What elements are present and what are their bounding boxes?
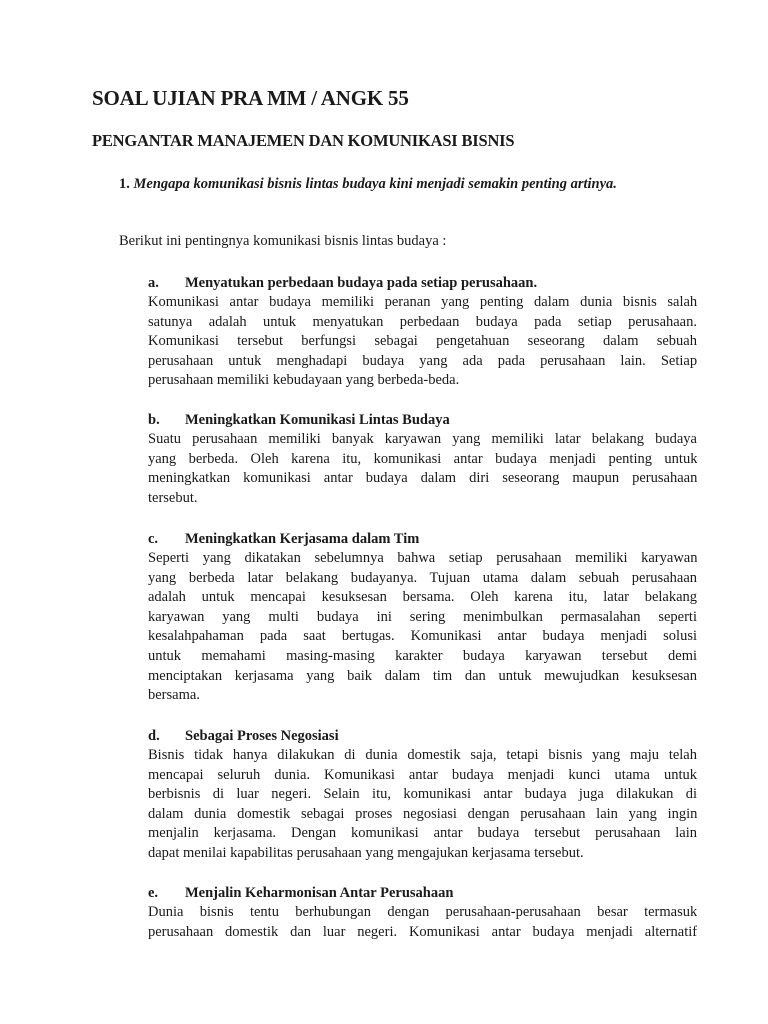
section-a [148, 273, 697, 391]
paragraph-line: meningkatkan komunikasi antar budaya dalam diri seseorang maupun perusahaan [148, 470, 697, 487]
section-heading [148, 883, 697, 903]
paragraph-line: yang berbeda. Oleh karena itu, komunikasi antar budaya menjadi penting untuk [148, 450, 697, 467]
section-b [148, 410, 697, 508]
question-text: Mengapa komunikasi bisnis lintas budaya kini menjadi semakin penting artinya. [133, 176, 617, 192]
section-e [148, 883, 697, 942]
paragraph-line: Bisnis tidak hanya dilakukan di dunia domestik saja, tetapi bisnis yang maju telah [148, 747, 697, 763]
paragraph-line: perusahaan memiliki kebudayaan yang berbeda-beda. [148, 372, 460, 389]
paragraph-line: satunya adalah untuk menyatukan perbedaan budaya pada setiap perusahaan. [148, 313, 697, 330]
document-title: SOAL UJIAN PRA MM / ANGK 55 [92, 86, 409, 110]
document-subtitle: PENGANTAR MANAJEMEN DAN KOMUNIKASI BISNIS [92, 131, 515, 150]
paragraph-line: Komunikasi tersebut berfungsi sebagai pengetahuan seseorang dalam sebuah [148, 333, 697, 350]
section-d [148, 726, 697, 864]
paragraph-line: adalah untuk mencapai kesuksesan bersama. Oleh karena itu, latar belakang [148, 589, 697, 606]
paragraph-line: Dunia bisnis tentu berhubungan dengan perusahaan-perusahaan besar termasuk [148, 904, 697, 920]
paragraph-line: mencapai seluruh dunia. Komunikasi antar budaya menjadi kunci utama untuk [148, 766, 697, 783]
section-letter: e. [148, 885, 159, 901]
paragraph-line: Komunikasi antar budaya memiliki peranan yang penting dalam dunia bisnis salah [148, 294, 697, 310]
paragraph-line: bersama. [148, 687, 200, 704]
section-letter: d. [148, 728, 160, 744]
paragraph-line: perusahaan domestik dan luar negeri. Komunikasi antar budaya menjadi alternatif [148, 923, 697, 940]
paragraph-line: berbisnis di luar negeri. Selain itu, komunikasi antar budaya juga dilakukan di [148, 786, 697, 803]
answer-intro: Berikut ini pentingnya komunikasi bisnis lintas budaya : [119, 233, 447, 249]
section-heading [148, 410, 697, 430]
section-heading-text: Menjalin Keharmonisan Antar Perusahaan [185, 885, 454, 901]
section-heading-text: Sebagai Proses Negosiasi [185, 728, 339, 744]
section-heading-text: Meningkatkan Komunikasi Lintas Budaya [185, 412, 450, 428]
paragraph-line: menciptakan kerjasama yang baik dalam tim dan untuk mewujudkan kesuksesan [148, 667, 697, 684]
paragraph-line: karyawan yang multi budaya ini sering menimbulkan permasalahan seperti [148, 608, 697, 625]
section-heading [148, 273, 697, 293]
paragraph-line: dalam dunia domestik sebagai proses negosiasi dengan perusahaan lain yang ingin [148, 805, 697, 822]
section-heading-text: Menyatukan perbedaan budaya pada setiap perusahaan. [185, 275, 538, 291]
section-heading [148, 529, 697, 549]
paragraph-line: untuk memahami masing-masing karakter budaya karyawan tersebut demi [148, 647, 697, 664]
paragraph-line: yang berbeda latar belakang budayanya. Tujuan utama dalam sebuah perusahaan [148, 569, 697, 586]
section-heading [148, 726, 697, 746]
question-number: 1. [119, 176, 130, 192]
section-c [148, 529, 697, 706]
section-heading-text: Meningkatkan Kerjasama dalam Tim [185, 531, 420, 547]
paragraph-line: Seperti yang dikatakan sebelumnya bahwa setiap perusahaan memiliki karyawan [148, 550, 697, 566]
section-letter: a. [148, 275, 159, 291]
question-1 [119, 174, 696, 195]
paragraph-line: Suatu perusahaan memiliki banyak karyawan yang memiliki latar belakang budaya [148, 431, 697, 447]
paragraph-line: tersebut. [148, 489, 198, 506]
paragraph-line: kesalahpahaman pada saat bertugas. Komunikasi antar budaya menjadi solusi [148, 628, 697, 645]
section-letter: c. [148, 531, 159, 547]
paragraph-line: perusahaan untuk menghadapi budaya yang ada pada perusahaan lain. Setiap [148, 352, 697, 369]
section-letter: b. [148, 412, 160, 428]
paragraph-line: menjalin kerjasama. Dengan komunikasi antar budaya tersebut perusahaan lain [148, 825, 697, 842]
paragraph-line: dapat menilai kapabilitas perusahaan yang mengajukan kerjasama tersebut. [148, 844, 584, 861]
